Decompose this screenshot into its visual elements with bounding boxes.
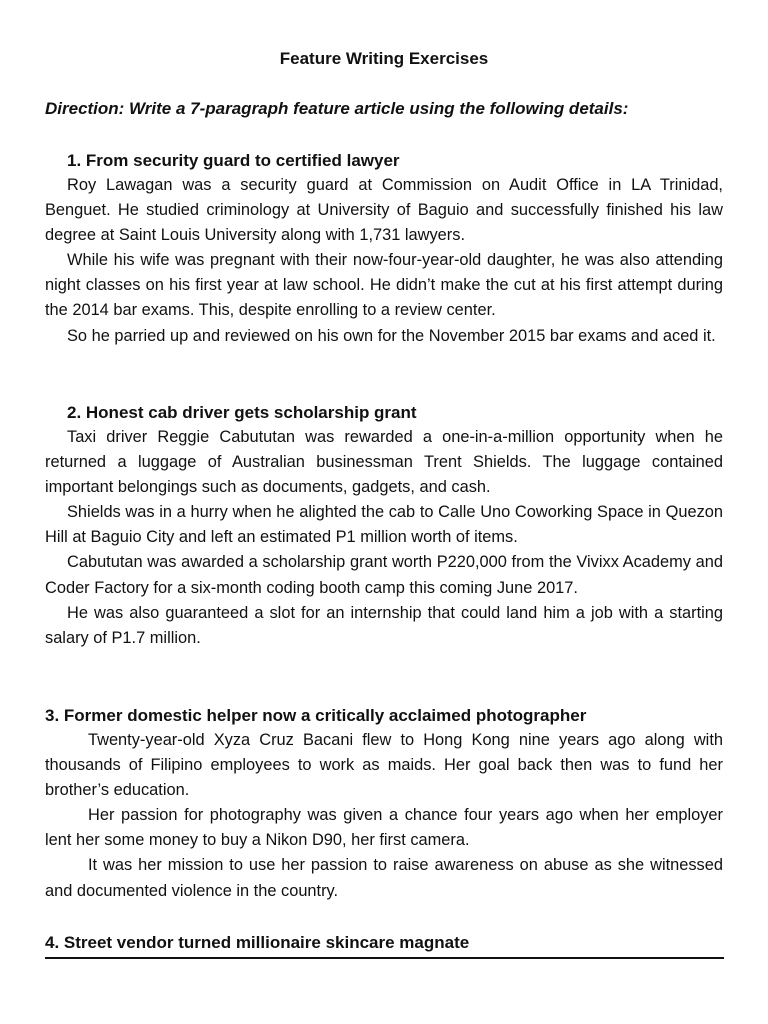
section-paragraph: Shields was in a hurry when he alighted the cab to Calle Uno Coworking Space in Quezon Hill at Baguio City and left an estimated P1 million worth of items. (45, 503, 723, 547)
section-paragraph: Twenty-year-old Xyza Cruz Bacani flew to Hong Kong nine years ago along with thousands of Filipino employees to work as maids. Her goal back then was to fund her brother’s education. (45, 731, 723, 800)
section-heading: 1. From security guard to certified lawyer (67, 151, 400, 170)
section-paragraph: So he parried up and reviewed on his own for the November 2015 bar exams and aced it. (67, 326, 716, 345)
section-3 (45, 703, 723, 904)
section-1 (45, 148, 723, 349)
section-2 (45, 400, 723, 651)
section-heading: 4. Street vendor turned millionaire skincare magnate (45, 933, 470, 952)
section-paragraph: He was also guaranteed a slot for an internship that could land him a job with a starting salary of P1.7 million. (45, 603, 723, 647)
section-paragraph: Taxi driver Reggie Cabututan was rewarded a one-in-a-million opportunity when he returned a luggage of Australian businessman Trent Shields. The luggage contained important belongings such as documents, gadgets, and cash. (45, 428, 723, 497)
section-paragraph: Cabututan was awarded a scholarship grant worth P220,000 from the Vivixx Academy and Coder Factory for a six-month coding booth camp this coming June 2017. (45, 553, 723, 597)
section-heading: 3. Former domestic helper now a critically acclaimed photographer (45, 706, 587, 725)
page-bottom-rule (45, 957, 724, 959)
section-paragraph: Roy Lawagan was a security guard at Commission on Audit Office in LA Trinidad, Benguet. He studied criminology at University of Baguio and successfully finished his law degree at Saint Louis University along with 1,731 lawyers. (45, 176, 723, 245)
section-paragraph: While his wife was pregnant with their now-four-year-old daughter, he was also attending night classes on his first year at law school. He didn’t make the cut at his first attempt during the 2014 bar exams. This, despite enrolling to a review center. (45, 251, 723, 320)
section-paragraph: Her passion for photography was given a chance four years ago when her employer lent her some money to buy a Nikon D90, her first camera. (45, 806, 723, 850)
direction-text: Direction: Write a 7-paragraph feature article using the following details: (45, 99, 629, 118)
document-title: Feature Writing Exercises (279, 49, 489, 68)
section-paragraph: It was her mission to use her passion to raise awareness on abuse as she witnessed and documented violence in the country. (45, 856, 723, 900)
section-4 (45, 930, 723, 955)
document-page (45, 0, 723, 1024)
section-heading: 2. Honest cab driver gets scholarship grant (67, 403, 417, 422)
